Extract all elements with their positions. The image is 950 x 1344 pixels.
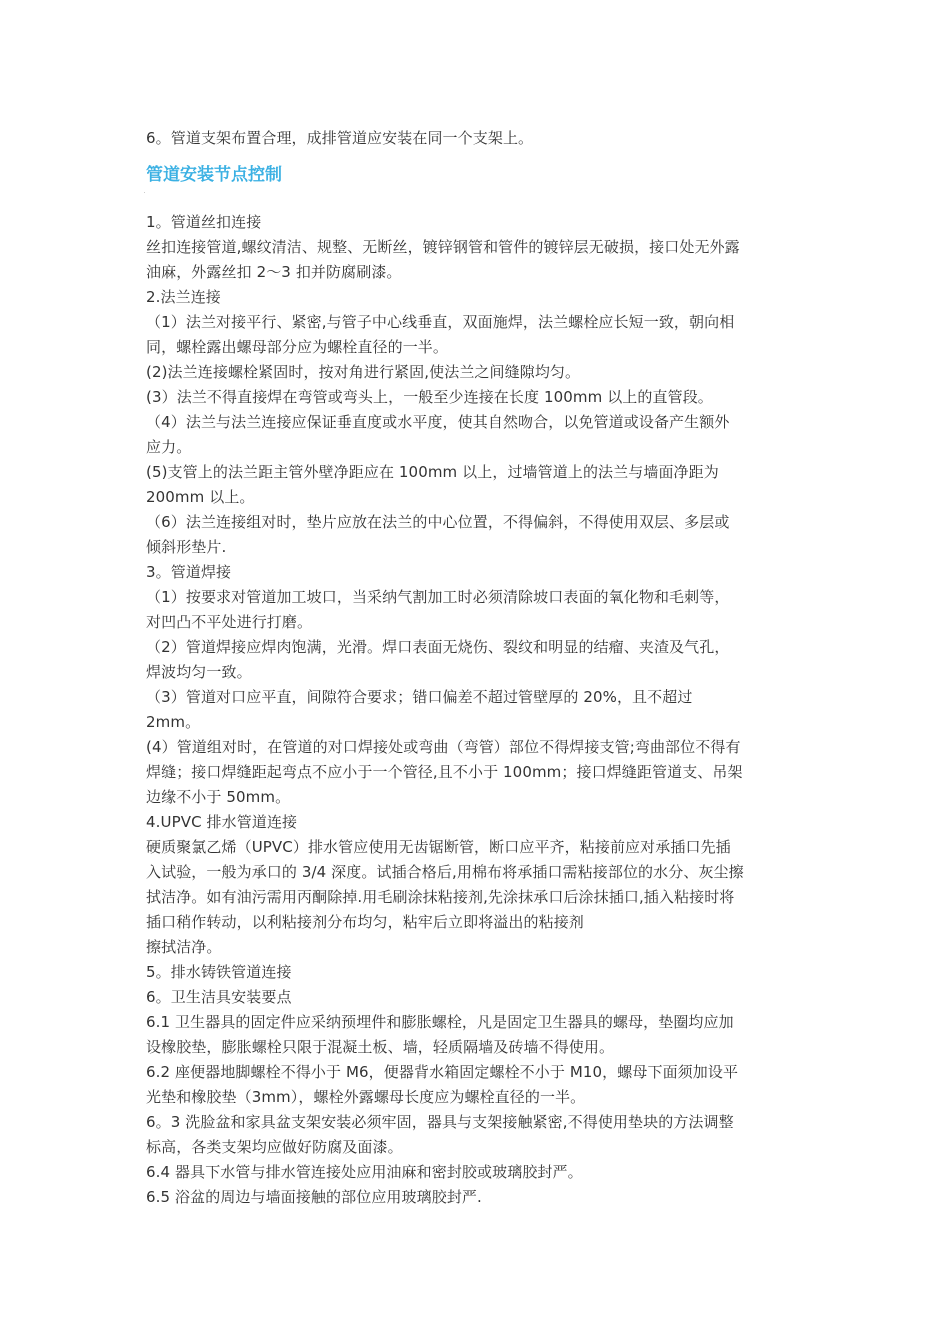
paragraph-line: 6.5 浴盆的周边与墙面接触的部位应用玻璃胶封严. — [146, 1188, 482, 1206]
paragraph-line: 同，螺栓露出螺母部分应为螺栓直径的一半。 — [146, 338, 449, 356]
paragraph-line: 硬质聚氯乙烯（UPVC）排水管应使用无齿锯断管，断口应平齐，粘接前应对承插口先插 — [146, 838, 731, 856]
paragraph-line: 焊波均匀一致。 — [146, 663, 252, 681]
paragraph-line: 标高，各类支架均应做好防腐及面漆。 — [146, 1138, 403, 1156]
paragraph-line: 2.法兰连接 — [146, 288, 221, 306]
paragraph-line: 倾斜形垫片. — [146, 538, 227, 556]
paragraph-line: (3）法兰不得直接焊在弯管或弯头上，一般至少连接在长度 100mm 以上的直管段。 — [146, 388, 713, 406]
paragraph-line: 5。排水铸铁管道连接 — [146, 963, 292, 981]
paragraph-line: 1。管道丝扣连接 — [146, 213, 262, 231]
paragraph-line: 应力。 — [146, 438, 192, 456]
paragraph-line: （1）法兰对接平行、紧密,与管子中心线垂直，双面施焊，法兰螺栓应长短一致，朝向相 — [146, 313, 735, 331]
paragraph-line: （4）法兰与法兰连接应保证垂直度或水平度，使其自然吻合，以免管道或设备产生额外 — [146, 413, 730, 431]
document-body — [146, 126, 812, 1210]
paragraph-line: 入试验，一般为承口的 3/4 深度。试插合格后,用棉布将承插口需粘接部位的水分、灰尘擦 — [146, 863, 744, 881]
paragraph-line: （1）按要求对管道加工坡口，当采纳气割加工时必须清除坡口表面的氧化物和毛刺等， — [146, 588, 730, 606]
paragraph-line: 焊缝；接口焊缝距起弯点不应小于一个管径,且不小于 100mm；接口焊缝距管道支、吊架 — [146, 763, 743, 781]
paragraph-line: （6）法兰连接组对时，垫片应放在法兰的中心位置，不得偏斜，不得使用双层、多层或 — [146, 513, 730, 531]
paragraph-line: 光垫和橡胶垫（3mm），螺栓外露螺母长度应为螺栓直径的一半。 — [146, 1088, 586, 1106]
paragraph-line: 6.4 器具下水管与排水管连接处应用油麻和密封胶或玻璃胶封严。 — [146, 1163, 583, 1181]
section-content — [146, 210, 812, 1210]
paragraph-line: 边缘不小于 50mm。 — [146, 788, 291, 806]
paragraph-line: (5)支管上的法兰距主管外壁净距应在 100mm 以上，过墙管道上的法兰与墙面净距为 — [146, 463, 719, 481]
paragraph-line: 对凹凸不平处进行打磨。 — [146, 613, 313, 631]
paragraph-line: 6。3 洗脸盆和家具盆支架安装必须牢固，器具与支架接触紧密,不得使用垫块的方法调整 — [146, 1113, 734, 1131]
paragraph-line: 拭洁净。如有油污需用丙酮除掉.用毛刷涂抹粘接剂,先涂抹承口后涂抹插口,插入粘接时将 — [146, 888, 735, 906]
paragraph-line: 6.2 座便器地脚螺栓不得小于 M6，便器背水箱固定螺栓不小于 M10，螺母下面须加设平 — [146, 1063, 739, 1081]
paragraph-line: 6。管道支架布置合理，成排管道应安装在同一个支架上。 — [146, 129, 534, 147]
section-heading: 管道安装节点控制 — [146, 165, 282, 185]
paragraph-line: 2mm。 — [146, 713, 201, 731]
paragraph-line: 擦拭洁净。 — [146, 938, 222, 956]
paragraph-line: 设橡胶垫，膨胀螺栓只限于混凝土板、墙，轻质隔墙及砖墙不得使用。 — [146, 1038, 615, 1056]
paragraph-line: (2)法兰连接螺栓紧固时，按对角进行紧固,使法兰之间缝隙均匀。 — [146, 363, 581, 381]
paragraph-line: 油麻，外露丝扣 2～3 扣并防腐刷漆。 — [146, 263, 402, 281]
paragraph-line: (4）管道组对时，在管道的对口焊接处或弯曲（弯管）部位不得焊接支管;弯曲部位不得有 — [146, 738, 741, 756]
paragraph-line: 插口稍作转动，以利粘接剂分布均匀，粘牢后立即将溢出的粘接剂 — [146, 913, 584, 931]
divider-mark — [146, 188, 812, 210]
paragraph-line: 6.1 卫生器具的固定件应采纳预埋件和膨胀螺栓，凡是固定卫生器具的螺母，垫圈均应加 — [146, 1013, 734, 1031]
paragraph-line: 200mm 以上。 — [146, 488, 255, 506]
paragraph-line: 丝扣连接管道,螺纹清洁、规整、无断丝，镀锌钢管和管件的镀锌层无破损，接口处无外露 — [146, 238, 740, 256]
paragraph-line: 3。管道焊接 — [146, 563, 232, 581]
paragraph-line: 4.UPVC 排水管道连接 — [146, 813, 298, 831]
paragraph-line: （3）管道对口应平直，间隙符合要求；错口偏差不超过管壁厚的 20%，且不超过 — [146, 688, 693, 706]
paragraph-line: 6。卫生洁具安装要点 — [146, 988, 292, 1006]
paragraph-line: （2）管道焊接应焊肉饱满，光滑。焊口表面无烧伤、裂纹和明显的结瘤、夹渣及气孔， — [146, 638, 730, 656]
